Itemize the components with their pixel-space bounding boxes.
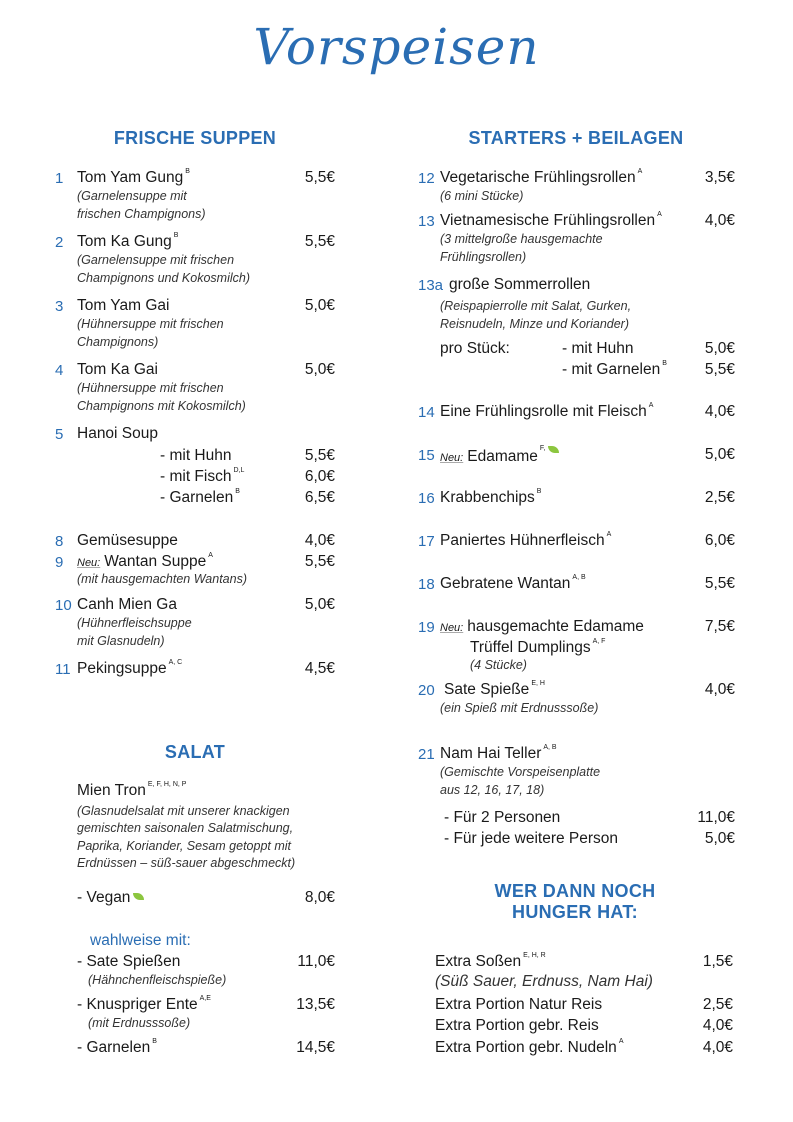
item-price: 5,0€	[304, 596, 335, 613]
extra-sauces-list: (Süß Sauer, Erdnuss, Nam Hai)	[435, 973, 653, 990]
item-price: 5,5€	[304, 233, 335, 250]
option-price: 6,0€	[304, 468, 335, 485]
item-description: (mit hausgemachten Wantans)	[77, 572, 247, 586]
option-name: - mit Fisch $^{D,L}$	[160, 467, 245, 485]
extra-price: 2,5€	[702, 996, 733, 1013]
option-name: - Garnelen $^B$	[77, 1038, 157, 1056]
item-description: (Hühnerfleischsuppe mit Glasnudeln)	[77, 616, 192, 648]
item-number: 11	[55, 661, 71, 678]
item-name: Tom Ka Gai	[77, 361, 158, 378]
item-number: 2	[55, 234, 64, 251]
item-name: große Sommerrollen	[449, 276, 591, 293]
item-price: 4,0€	[704, 212, 735, 229]
item-name: Canh Mien Ga	[77, 596, 177, 613]
item-name: Tom Ka Gung $^B$	[77, 232, 179, 250]
item-price: 5,0€	[304, 297, 335, 314]
new-badge: Neu:	[440, 622, 464, 634]
item-description: (4 Stücke)	[470, 658, 527, 672]
item-number: 13a	[418, 277, 444, 294]
item-number: 1	[55, 170, 64, 187]
vegan-leaf-icon	[548, 446, 559, 453]
extra-name: Extra Portion gebr. Reis	[435, 1017, 599, 1034]
option-name: - Für jede weitere Person	[444, 830, 619, 847]
option-description: (mit Erdnusssoße)	[88, 1016, 191, 1030]
item-description: (Gemischte Vorspeisenplatte aus 12, 16, 17, 18)	[440, 765, 601, 797]
item-description: (Glasnudelsalat mit unserer knackigen gemischten saisonalen Salatmischung, Paprika, Koriander, Sesam getoppt mit Erdnüssen – süß-sauer abgeschmeckt)	[77, 804, 296, 870]
section-heading-starters: STARTERS + BEILAGEN	[468, 128, 684, 148]
item-description: (Hühnersuppe mit frischen Champignons mit Kokosmilch)	[77, 381, 246, 413]
item-price: 7,5€	[704, 618, 735, 635]
section-heading-salad: SALAT	[164, 742, 226, 762]
item-number: 8	[55, 533, 64, 550]
item-name: Gemüsesuppe	[77, 532, 178, 549]
item-number: 4	[55, 362, 64, 379]
option-name: - Knuspriger Ente $^{A,E}$	[77, 995, 211, 1013]
option-name: - mit Huhn	[562, 340, 634, 357]
item-number: 16	[418, 490, 435, 507]
item-price: 4,0€	[704, 403, 735, 420]
item-name: Sate Spieße $^{E, H}$	[444, 680, 545, 698]
item-name: Nam Hai Teller $^{A, B}$	[440, 744, 557, 762]
item-price: 4,0€	[304, 532, 335, 549]
item-name: Gebratene Wantan $^{A, B}$	[440, 574, 586, 592]
item-number: 10	[55, 597, 72, 614]
item-number: 19	[418, 619, 435, 636]
extra-price: 4,0€	[702, 1017, 733, 1034]
option-price: 13,5€	[296, 996, 335, 1013]
item-price: 5,0€	[304, 361, 335, 378]
extra-price: 1,5€	[702, 953, 733, 970]
item-number: 9	[55, 554, 64, 571]
item-price: 3,5€	[704, 169, 735, 186]
option-price: 5,0€	[704, 340, 735, 357]
item-number: 13	[418, 213, 435, 230]
item-price: 2,5€	[704, 489, 735, 506]
item-name: Neu: Edamame $^{F,}$	[440, 446, 559, 466]
item-number: 15	[418, 447, 435, 464]
extra-price: 4,0€	[702, 1039, 733, 1056]
item-number: 21	[418, 746, 435, 763]
item-description: (Reispapierrolle mit Salat, Gurken, Reisnudeln, Minze und Koriander)	[440, 299, 632, 331]
item-price: 5,5€	[704, 575, 735, 592]
item-name: Paniertes Hühnerfleisch $^A$	[440, 531, 612, 549]
option-name: - Sate Spießen	[77, 953, 181, 970]
choice-label: wahlweise mit:	[90, 932, 191, 949]
extra-name: Extra Portion Natur Reis	[435, 996, 603, 1013]
item-name: Eine Frühlingsrolle mit Fleisch $^A$	[440, 402, 654, 420]
option-description: (Hähnchenfleischspieße)	[88, 973, 227, 987]
item-name-line2: Trüffel Dumplings $^{A, F}$	[470, 638, 606, 656]
item-name: Krabbenchips $^B$	[440, 488, 542, 506]
item-price: 4,5€	[304, 660, 335, 677]
item-number: 20	[418, 682, 435, 699]
option-price: 5,5€	[704, 361, 735, 378]
option-name: - mit Huhn	[160, 447, 232, 464]
extra-name: Extra Portion gebr. Nudeln $^A$	[435, 1038, 624, 1056]
item-name: Neu: Wantan Suppe $^A$	[77, 552, 213, 570]
item-description: (Hühnersuppe mit frischen Champignons)	[77, 317, 224, 349]
item-name: Neu: hausgemachte Edamame	[440, 618, 644, 635]
item-price: 5,5€	[304, 553, 335, 570]
item-number: 18	[418, 576, 435, 593]
option-price: 6,5€	[304, 489, 335, 506]
item-number: 12	[418, 170, 435, 187]
new-badge: Neu:	[440, 452, 464, 464]
item-description: (3 mittelgroße hausgemachte Frühlingsrollen)	[440, 232, 603, 264]
item-number: 17	[418, 533, 435, 550]
option-price: 14,5€	[296, 1039, 335, 1056]
option-price: 5,0€	[704, 830, 735, 847]
section-heading-soups: FRISCHE SUPPEN	[113, 128, 277, 148]
option-price: 5,5€	[304, 447, 335, 464]
rolls-label: pro Stück:	[440, 340, 510, 357]
option-name: - mit Garnelen $^B$	[562, 360, 667, 378]
page-title: Vorspeisen	[253, 18, 540, 76]
option-price: 8,0€	[304, 889, 335, 906]
item-name: Vietnamesische Frühlingsrollen $^A$	[440, 211, 662, 229]
item-description: (6 mini Stücke)	[440, 189, 524, 203]
option-name: - Vegan	[77, 889, 144, 907]
item-name: Hanoi Soup	[77, 425, 159, 442]
item-name: Mien Tron $^{E, F, H, N, P}$	[77, 781, 187, 799]
item-price: 4,0€	[704, 681, 735, 698]
section-heading-extras: WER DANN NOCH HUNGER HAT:	[494, 881, 656, 922]
new-badge: Neu:	[77, 557, 101, 569]
item-number: 3	[55, 298, 64, 315]
option-price: 11,0€	[297, 953, 335, 970]
item-name: Pekingsuppe $^{A, C}$	[77, 659, 183, 677]
item-price: 5,0€	[704, 446, 735, 463]
item-price: 6,0€	[704, 532, 735, 549]
option-name: - Garnelen $^B$	[160, 488, 240, 506]
item-number: 5	[55, 426, 64, 443]
item-name: Vegetarische Frühlingsrollen $^A$	[440, 168, 643, 186]
item-description: (Garnelensuppe mit frischen Champignons)	[77, 189, 206, 221]
item-description: (ein Spieß mit Erdnusssoße)	[440, 701, 599, 715]
option-price: 11,0€	[697, 809, 735, 826]
vegan-leaf-icon	[133, 893, 144, 900]
item-description: (Garnelensuppe mit frischen Champignons und Kokosmilch)	[77, 253, 251, 285]
item-number: 14	[418, 404, 435, 421]
extra-name: Extra Soßen $^{E, H, R}$	[435, 952, 546, 970]
option-name: - Für 2 Personen	[444, 809, 561, 826]
item-name: Tom Yam Gai	[77, 297, 170, 314]
item-price: 5,5€	[304, 169, 335, 186]
item-name: Tom Yam Gung $^B$	[77, 168, 190, 186]
